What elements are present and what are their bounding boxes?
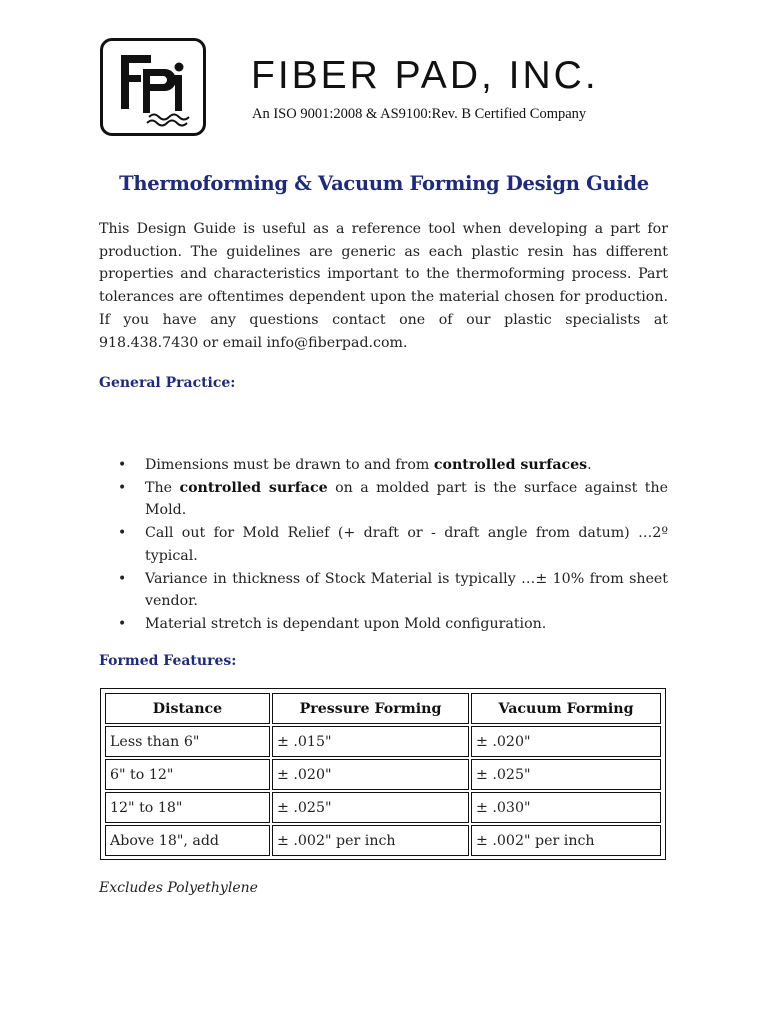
- fpi-logo-icon: [103, 41, 203, 133]
- page-title: Thermoforming & Vacuum Forming Design Guide: [119, 172, 649, 195]
- column-header-vacuum-forming: Vacuum Forming: [471, 693, 661, 724]
- list-item: • Call out for Mold Relief (+ draft or - draft angle from datum) …2º typical.: [99, 522, 668, 567]
- svg-text:FPI: FPI: [103, 41, 105, 42]
- table-cell: ± .025": [272, 792, 469, 823]
- table-row: [105, 825, 661, 856]
- table-cell: Above 18", add: [105, 825, 270, 856]
- table-row: [105, 792, 661, 823]
- table-row: [105, 726, 661, 757]
- table-footnote: Excludes Polyethylene: [99, 880, 258, 896]
- table-header-row: [105, 693, 661, 724]
- list-item: • Dimensions must be drawn to and from controlled surfaces.: [99, 454, 668, 477]
- table-cell: ± .020": [272, 759, 469, 790]
- table-cell: ± .002" per inch: [272, 825, 469, 856]
- table-cell: ± .002" per inch: [471, 825, 661, 856]
- general-practice-list: [99, 454, 668, 636]
- column-header-distance: Distance: [105, 693, 270, 724]
- table-cell: Less than 6": [105, 726, 270, 757]
- formed-features-heading: Formed Features:: [99, 653, 237, 669]
- intro-paragraph: This Design Guide is useful as a reference tool when developing a part for production. The guidelines are generic as each plastic resin has different properties and characteristics important to the thermoforming process. Part tolerances are oftentimes dependent upon the material chosen for production. If you have any questions contact one of our plastic specialists at 918.438.7430 or email info@fiberpad.com.: [99, 221, 668, 351]
- certification-tagline: An ISO 9001:2008 & AS9100:Rev. B Certified Company: [252, 106, 587, 122]
- table-cell: ± .015": [272, 726, 469, 757]
- column-header-pressure-forming: Pressure Forming: [272, 693, 469, 724]
- tolerance-table: [100, 688, 666, 860]
- company-logo: [100, 38, 206, 136]
- table-row: [105, 759, 661, 790]
- list-item: • Material stretch is dependant upon Mold configuration.: [99, 613, 668, 636]
- table-cell: 6" to 12": [105, 759, 270, 790]
- list-item: • The controlled surface on a molded part is the surface against the Mold.: [99, 477, 668, 522]
- list-item: • Variance in thickness of Stock Material is typically …± 10% from sheet vendor.: [99, 568, 668, 613]
- table-cell: ± .025": [471, 759, 661, 790]
- table-cell: ± .030": [471, 792, 661, 823]
- general-practice-heading: General Practice:: [99, 375, 236, 391]
- table-cell: ± .020": [471, 726, 661, 757]
- table-cell: 12" to 18": [105, 792, 270, 823]
- company-name: FIBER PAD, INC.: [251, 54, 599, 97]
